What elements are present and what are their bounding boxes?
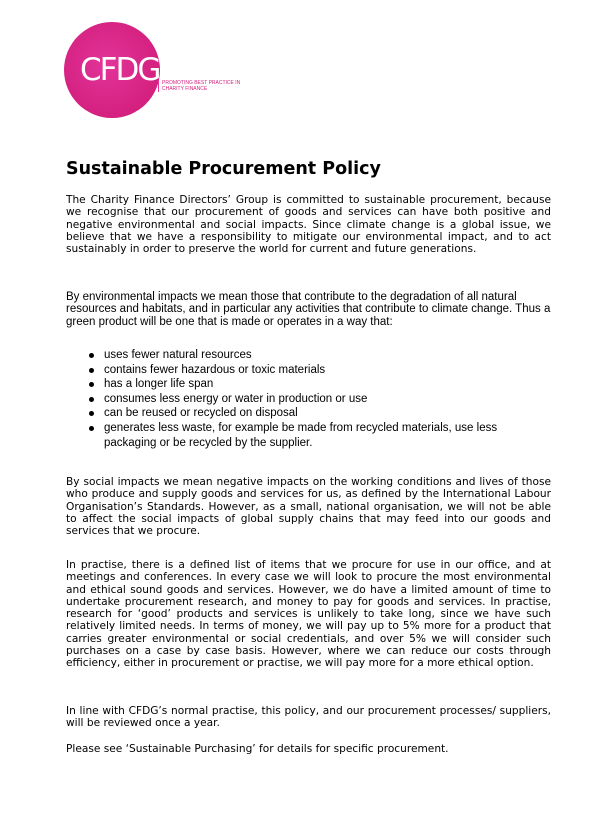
list-item: can be reused or recycled on disposal	[88, 406, 538, 421]
cfdg-logo	[64, 22, 264, 122]
list-item: consumes less energy or water in production or use	[88, 392, 538, 407]
logo-wordmark: CFDG	[80, 52, 160, 88]
bullet-icon	[89, 353, 94, 358]
paragraph-review: In line with CFDG’s normal practise, this policy, and our procurement processes/ suppliers, will be reviewed once a year.	[66, 705, 551, 730]
bullet-icon	[89, 411, 94, 416]
bullet-icon	[89, 397, 94, 402]
bullet-icon	[89, 426, 94, 431]
bullet-icon	[89, 382, 94, 387]
list-item: has a longer life span	[88, 377, 538, 392]
list-item: uses fewer natural resources	[88, 348, 538, 363]
paragraph-social: By social impacts we mean negative impacts on the working conditions and lives of those who produce and supply goods and services for us, as defined by the International Labour Organisation’s Standards. However, as a small, national organisation, we will not be able to affect the social impacts of global supply chains that may feed into our goods and services that we procure.	[66, 476, 551, 538]
page-title: Sustainable Procurement Policy	[66, 159, 381, 179]
paragraph-environmental: By environmental impacts we mean those that contribute to the degradation of all natural resources and habitats, and in particular any activities that contribute to climate change. Thus a green product will be one that is made or operates in a way that:	[66, 291, 551, 328]
paragraph-commitment: The Charity Finance Directors’ Group is committed to sustainable procurement, because we recognise that our procurement of goods and services can have both positive and negative environmental and social impacts. Since climate change is a global issue, we believe that we have a responsibility to mitigate our environmental impact, and to act sustainably in order to preserve the world for current and future generations.	[66, 194, 551, 256]
paragraph-practise: In practise, there is a defined list of items that we procure for use in our office, and at meetings and conferences. In every case we will look to procure the most environmental and ethical sound goods and services. However, we do have a limited amount of time to undertake procurement research, and money to pay for goods and services. In practise, research for ‘good’ products and services is unlikely to take long, since we have such relatively limited needs. In terms of money, we will pay up to 5% more for a product that carries greater environmental or social credentials, and over 5% we will consider such purchases on a case by case basis. However, where we can reduce our costs through efficiency, either in procurement or practise, we will pay more for a more ethical option.	[66, 559, 551, 670]
list-item: contains fewer hazardous or toxic materials	[88, 363, 538, 378]
list-item: generates less waste, for example be made from recycled materials, use less packaging or be recycled by the supplier.	[88, 421, 538, 450]
paragraph-see-also: Please see ‘Sustainable Purchasing’ for details for specific procurement.	[66, 743, 449, 755]
green-product-criteria-list	[88, 348, 538, 450]
bullet-icon	[89, 368, 94, 373]
logo-tagline: PROMOTING BEST PRACTICE IN CHARITY FINANCE	[158, 80, 242, 92]
